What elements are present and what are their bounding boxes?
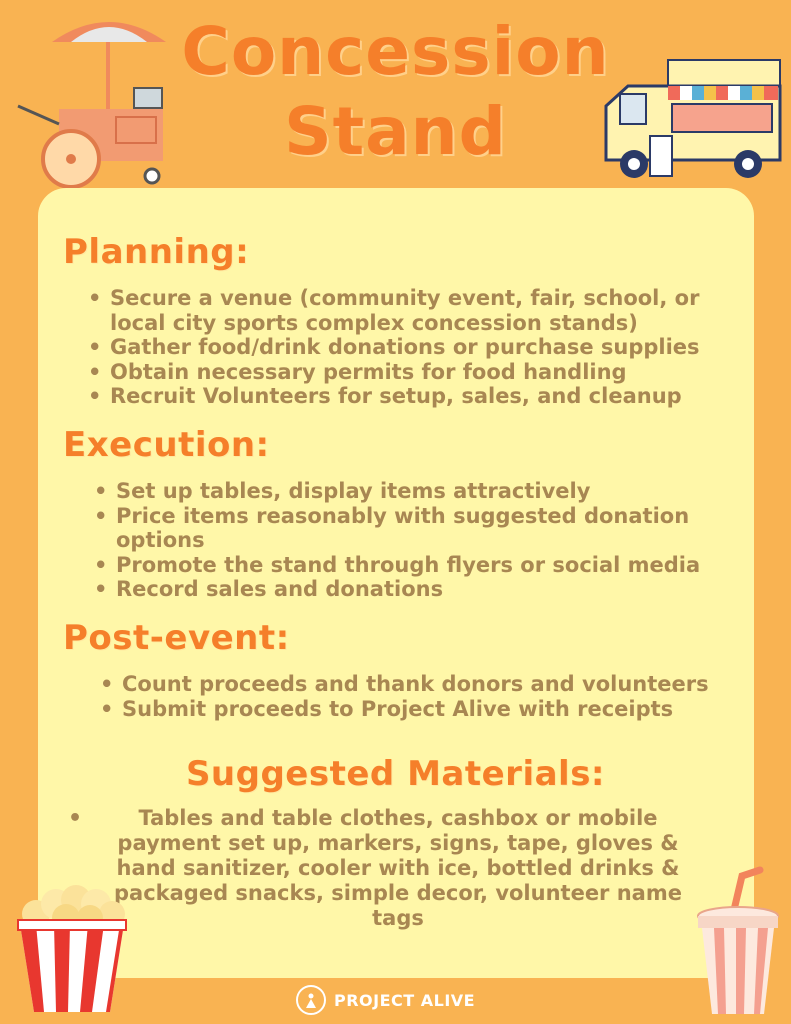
list-item: • Gather food/drink donations or purchase supplies bbox=[86, 335, 726, 360]
list-item: • Record sales and donations bbox=[92, 577, 722, 602]
planning-list bbox=[86, 286, 726, 409]
list-item: • Secure a venue (community event, fair, school, or local city sports complex concession stands) bbox=[86, 286, 726, 335]
list-item: • Count proceeds and thank donors and volunteers bbox=[98, 672, 728, 697]
list-item: • Obtain necessary permits for food handling bbox=[86, 360, 726, 385]
execution-list bbox=[92, 479, 722, 602]
list-item: • Set up tables, display items attractively bbox=[92, 479, 722, 504]
cart-icon bbox=[14, 6, 174, 191]
project-alive-logo bbox=[296, 985, 326, 1015]
post-event-list bbox=[98, 672, 728, 721]
heading-suggested-materials: Suggested Materials: bbox=[185, 754, 606, 794]
page-title-line2: Stand bbox=[284, 93, 507, 170]
food-truck-icon bbox=[598, 56, 788, 186]
materials-bullet: • bbox=[68, 806, 83, 831]
soda-cup-icon bbox=[690, 866, 786, 1018]
list-item: • Price items reasonably with suggested donation options bbox=[92, 504, 722, 553]
materials-text: Tables and table clothes, cashbox or mobile payment set up, markers, signs, tape, gloves & hand sanitizer, cooler with ice, bottled drinks & packaged snacks, simple decor, volunteer name tags bbox=[114, 806, 682, 930]
heading-planning: Planning: bbox=[63, 232, 250, 272]
list-item: • Submit proceeds to Project Alive with receipts bbox=[98, 697, 728, 722]
list-item: • Recruit Volunteers for setup, sales, and cleanup bbox=[86, 384, 726, 409]
footer bbox=[296, 983, 475, 1017]
page-title-line1: Concession bbox=[181, 13, 610, 90]
footer-label: PROJECT ALIVE bbox=[334, 990, 476, 1010]
list-item: • Promote the stand through flyers or social media bbox=[92, 553, 722, 578]
heading-post-event: Post-event: bbox=[63, 618, 290, 658]
heading-execution: Execution: bbox=[63, 425, 270, 465]
popcorn-icon bbox=[14, 884, 130, 1014]
